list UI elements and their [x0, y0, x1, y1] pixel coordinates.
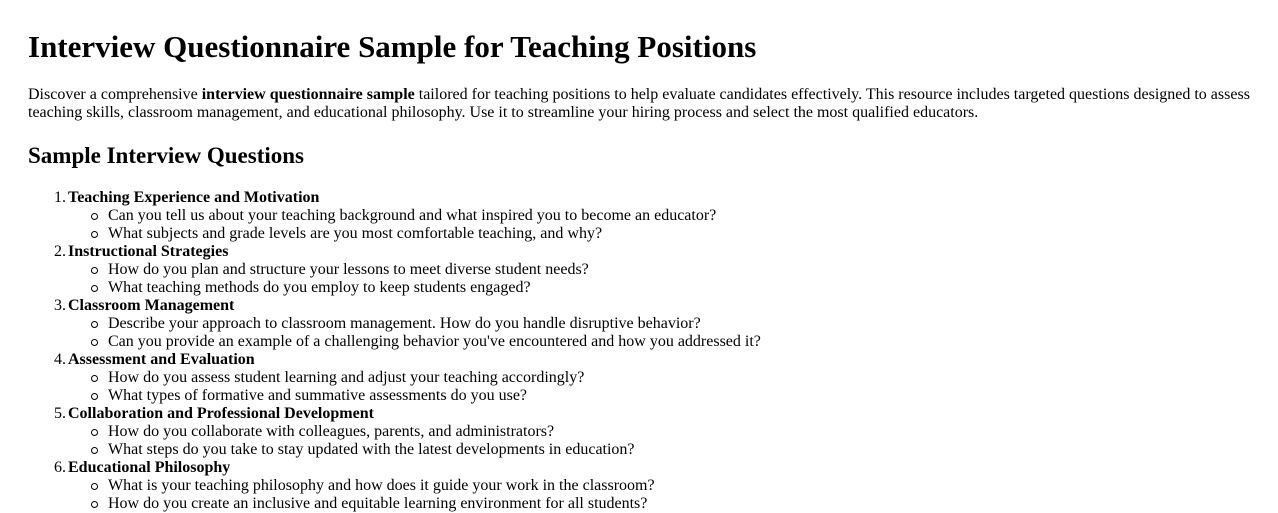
questions-list: [68, 261, 1258, 297]
section-title: Instructional Strategies: [68, 243, 229, 260]
question-text: Can you tell us about your teaching background and what inspired you to become an educator?: [108, 207, 717, 224]
question-text: What subjects and grade levels are you most comfortable teaching, and why?: [108, 225, 603, 242]
question-item: [108, 477, 1258, 495]
intro-text-after: tailored for teaching positions to help evaluate candidates effectively. This resource includes targeted questions designed to assess teaching skills, classroom management, and educational philosophy. Use it to streamline your hiring process and select the most qualified educators.: [28, 86, 1250, 121]
question-item: [108, 225, 1258, 243]
section-title: Assessment and Evaluation: [68, 351, 255, 368]
circle-bullet-icon: [91, 339, 98, 346]
section-title: Classroom Management: [68, 297, 235, 314]
question-item: [108, 423, 1258, 441]
section-number: 6.: [54, 459, 66, 476]
question-item: [108, 279, 1258, 297]
circle-bullet-icon: [91, 375, 98, 382]
intro-bold-keyword: interview questionnaire sample: [201, 86, 415, 103]
circle-bullet-icon: [91, 231, 98, 238]
section-title: Teaching Experience and Motivation: [68, 189, 320, 206]
questions-list: [68, 423, 1258, 459]
circle-bullet-icon: [91, 267, 98, 274]
section-title: Educational Philosophy: [68, 459, 231, 476]
question-text: How do you collaborate with colleagues, parents, and administrators?: [108, 423, 555, 440]
question-text: What is your teaching philosophy and how does it guide your work in the classroom?: [108, 477, 655, 494]
section-number: 2.: [54, 243, 66, 260]
question-text: How do you create an inclusive and equitable learning environment for all students?: [108, 495, 648, 512]
section-item: [54, 459, 1258, 513]
section-item: [54, 243, 1258, 297]
question-item: [108, 495, 1258, 513]
intro-text-before: Discover a comprehensive: [28, 86, 202, 103]
section-item: [54, 405, 1258, 459]
section-number: 3.: [54, 297, 66, 314]
question-item: [108, 387, 1258, 405]
questions-list: [68, 207, 1258, 243]
circle-bullet-icon: [91, 213, 98, 220]
page-title: Interview Questionnaire Sample for Teaching Positions: [28, 29, 757, 64]
question-text: How do you plan and structure your lessons to meet diverse student needs?: [108, 261, 589, 278]
circle-bullet-icon: [91, 447, 98, 454]
section-title: Collaboration and Professional Development: [68, 405, 374, 422]
section-number: 1.: [54, 189, 66, 206]
question-item: [108, 261, 1258, 279]
section-number: 5.: [54, 405, 66, 422]
questions-list: [68, 369, 1258, 405]
circle-bullet-icon: [91, 483, 98, 490]
circle-bullet-icon: [91, 501, 98, 508]
intro-paragraph: [28, 86, 1258, 122]
questions-list: [68, 315, 1258, 351]
question-item: [108, 333, 1258, 351]
question-sections-list: [28, 189, 1258, 513]
section-heading: Sample Interview Questions: [28, 143, 304, 168]
question-item: [108, 315, 1258, 333]
section-number: 4.: [54, 351, 66, 368]
question-text: Can you provide an example of a challenging behavior you've encountered and how you addressed it?: [108, 333, 761, 350]
section-item: [54, 351, 1258, 405]
question-item: [108, 441, 1258, 459]
question-item: [108, 207, 1258, 225]
section-item: [54, 297, 1258, 351]
question-item: [108, 369, 1258, 387]
questions-list: [68, 477, 1258, 513]
question-text: What steps do you take to stay updated with the latest developments in education?: [108, 441, 635, 458]
circle-bullet-icon: [91, 429, 98, 436]
question-text: How do you assess student learning and adjust your teaching accordingly?: [108, 369, 585, 386]
section-item: [54, 189, 1258, 243]
circle-bullet-icon: [91, 285, 98, 292]
question-text: Describe your approach to classroom management. How do you handle disruptive behavior?: [108, 315, 701, 332]
question-text: What teaching methods do you employ to keep students engaged?: [108, 279, 531, 296]
circle-bullet-icon: [91, 321, 98, 328]
question-text: What types of formative and summative assessments do you use?: [108, 387, 528, 404]
circle-bullet-icon: [91, 393, 98, 400]
